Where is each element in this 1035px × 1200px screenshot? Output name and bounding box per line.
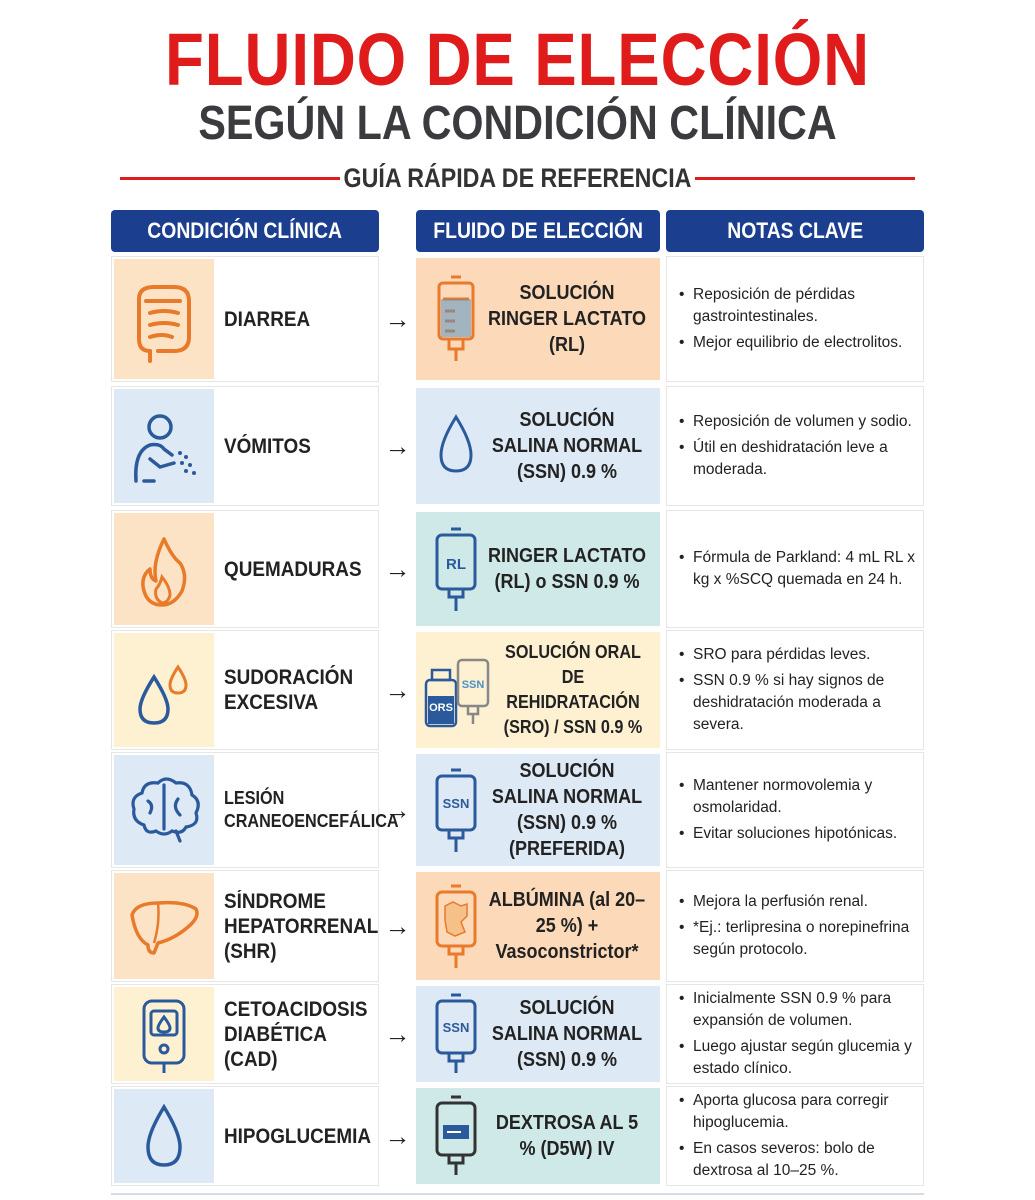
vomiting-person-icon bbox=[114, 389, 214, 503]
arrow-icon: → bbox=[384, 430, 411, 461]
fluid-cell bbox=[416, 512, 660, 626]
fluid-cell bbox=[416, 258, 660, 380]
ors-bottle-and-ssn-bag-icon bbox=[422, 632, 492, 748]
note-item: • Útil en deshidratación leve a moderada. bbox=[679, 437, 915, 481]
flame-icon bbox=[114, 513, 214, 625]
note-item: • Evitar soluciones hipotónicas. bbox=[679, 823, 915, 845]
fluid-label: ALBÚMINA (al 20–25 %) + Vasoconstrictor* bbox=[488, 889, 646, 963]
table-row bbox=[111, 630, 924, 750]
condition-cell bbox=[111, 984, 379, 1084]
notes-cell bbox=[666, 256, 924, 382]
glucometer-icon bbox=[114, 987, 214, 1081]
svg-text:SSN: SSN bbox=[442, 1020, 470, 1035]
page-title: FLUIDO DE ELECCIÓN bbox=[165, 18, 870, 101]
condition-cell bbox=[111, 870, 379, 982]
table-row bbox=[111, 510, 924, 628]
fluid-label: DEXTROSA AL 5 % (D5W) IV bbox=[495, 1112, 639, 1160]
albumin-bag-icon bbox=[426, 872, 486, 980]
intestine-icon bbox=[114, 259, 214, 379]
table-row bbox=[111, 256, 924, 382]
arrow-icon: → bbox=[384, 910, 411, 941]
notes-cell bbox=[666, 752, 924, 868]
table-row bbox=[111, 1086, 924, 1186]
note-item: • Fórmula de Parkland: 4 mL RL x kg x %SCQ quemada en 24 h. bbox=[679, 547, 915, 591]
svg-text:SSN: SSN bbox=[461, 679, 485, 691]
fluid-label: SOLUCIÓN SALINA NORMAL (SSN) 0.9 % bbox=[491, 409, 643, 483]
arrow-icon: → bbox=[384, 1120, 411, 1151]
note-item: • Inicialmente SSN 0.9 % para expansión de volumen. bbox=[679, 988, 915, 1032]
note-item: • SSN 0.9 % si hay signos de deshidratación moderada a severa. bbox=[679, 670, 915, 736]
arrow-icon: → bbox=[384, 674, 411, 705]
header-condition: CONDICIÓN CLÍNICA bbox=[111, 210, 379, 252]
notes-cell bbox=[666, 510, 924, 628]
condition-label: HIPOGLUCEMIA bbox=[224, 1124, 372, 1148]
bottom-divider bbox=[111, 1193, 924, 1195]
fluid-cell bbox=[416, 388, 660, 504]
liver-icon bbox=[114, 873, 214, 979]
notes-cell bbox=[666, 1086, 924, 1186]
condition-label: CETOACIDOSIS DIABÉTICA (CAD) bbox=[224, 997, 368, 1071]
svg-text:RL: RL bbox=[446, 556, 466, 573]
condition-label: QUEMADURAS bbox=[224, 557, 362, 581]
notes-cell bbox=[666, 386, 924, 506]
arrow-icon: → bbox=[384, 794, 411, 825]
condition-label: DIARREA bbox=[224, 307, 311, 331]
iv-bag-ssn-icon bbox=[426, 986, 486, 1082]
svg-text:SSN: SSN bbox=[442, 796, 470, 811]
notes-cell bbox=[666, 630, 924, 750]
fluid-label: RINGER LACTATO (RL) o SSN 0.9 % bbox=[487, 545, 646, 593]
water-drop-icon bbox=[426, 388, 486, 504]
fluid-cell bbox=[416, 754, 660, 866]
iv-bag-ssn-icon bbox=[426, 754, 486, 866]
fluid-label: SOLUCIÓN SALINA NORMAL (SSN) 0.9 % (PREFERIDA) bbox=[491, 760, 643, 860]
fluid-cell bbox=[416, 1088, 660, 1184]
fluid-label: SOLUCIÓN SALINA NORMAL (SSN) 0.9 % bbox=[491, 997, 643, 1071]
note-item: • Mantener normovolemia y osmolaridad. bbox=[679, 775, 915, 819]
note-item: • Reposición de pérdidas gastrointestinales. bbox=[679, 284, 915, 328]
fluid-cell bbox=[416, 986, 660, 1082]
note-item: • Luego ajustar según glucemia y estado clínico. bbox=[679, 1036, 915, 1080]
fluid-cell bbox=[416, 872, 660, 980]
condition-cell bbox=[111, 752, 399, 868]
drop-icon bbox=[114, 1089, 214, 1183]
fluid-label: SOLUCIÓN ORAL DE REHIDRATACIÓN (SRO) / SSN 0.9 % bbox=[503, 642, 643, 737]
guide-text: GUÍA RÁPIDA DE REFERENCIA bbox=[343, 163, 692, 193]
condition-cell bbox=[111, 1086, 379, 1186]
arrow-icon: → bbox=[384, 303, 411, 334]
header-fluid: FLUIDO DE ELECCIÓN bbox=[416, 210, 660, 252]
note-item: • Reposición de volumen y sodio. bbox=[679, 411, 915, 433]
fluid-label: SOLUCIÓN RINGER LACTATO (RL) bbox=[487, 282, 646, 356]
note-item: • Aporta glucosa para corregir hipoglucemia. bbox=[679, 1090, 915, 1134]
condition-cell bbox=[111, 256, 379, 382]
sweat-drops-icon bbox=[114, 633, 214, 747]
page-subtitle: SEGÚN LA CONDICIÓN CLÍNICA bbox=[198, 97, 837, 150]
condition-cell bbox=[111, 386, 379, 506]
condition-label: LESIÓN CRANEOENCEFÁLICA bbox=[224, 788, 399, 831]
notes-cell bbox=[666, 984, 924, 1084]
iv-bag-icon bbox=[426, 258, 486, 380]
condition-cell bbox=[111, 510, 379, 628]
note-item: • SRO para pérdidas leves. bbox=[679, 644, 915, 666]
arrow-icon: → bbox=[384, 1018, 411, 1049]
notes-cell bbox=[666, 870, 924, 982]
table-row bbox=[111, 870, 924, 982]
brain-icon bbox=[114, 755, 214, 865]
condition-cell bbox=[111, 630, 379, 750]
condition-label: VÓMITOS bbox=[224, 434, 311, 458]
table-row bbox=[111, 984, 924, 1084]
note-item: • Mejora la perfusión renal. bbox=[679, 891, 915, 913]
iv-bag-dextrose-icon bbox=[426, 1088, 486, 1184]
fluid-cell bbox=[416, 632, 660, 748]
note-item: • Mejor equilibrio de electrolitos. bbox=[679, 332, 915, 354]
note-item: • *Ej.: terlipresina o norepinefrina según protocolo. bbox=[679, 917, 915, 961]
header-notes: NOTAS CLAVE bbox=[666, 210, 924, 252]
guide-banner bbox=[120, 160, 915, 196]
table-row bbox=[111, 752, 924, 868]
iv-bag-rl-icon bbox=[426, 512, 486, 626]
condition-label: SÍNDROME HEPATORRENAL (SHR) bbox=[224, 889, 379, 963]
divider-right bbox=[695, 177, 915, 180]
svg-text:ORS: ORS bbox=[429, 702, 453, 714]
note-item: • En casos severos: bolo de dextrosa al 10–25 %. bbox=[679, 1138, 915, 1182]
condition-label: SUDORACIÓN EXCESIVA bbox=[224, 666, 354, 714]
arrow-icon: → bbox=[384, 553, 411, 584]
table-row bbox=[111, 386, 924, 506]
